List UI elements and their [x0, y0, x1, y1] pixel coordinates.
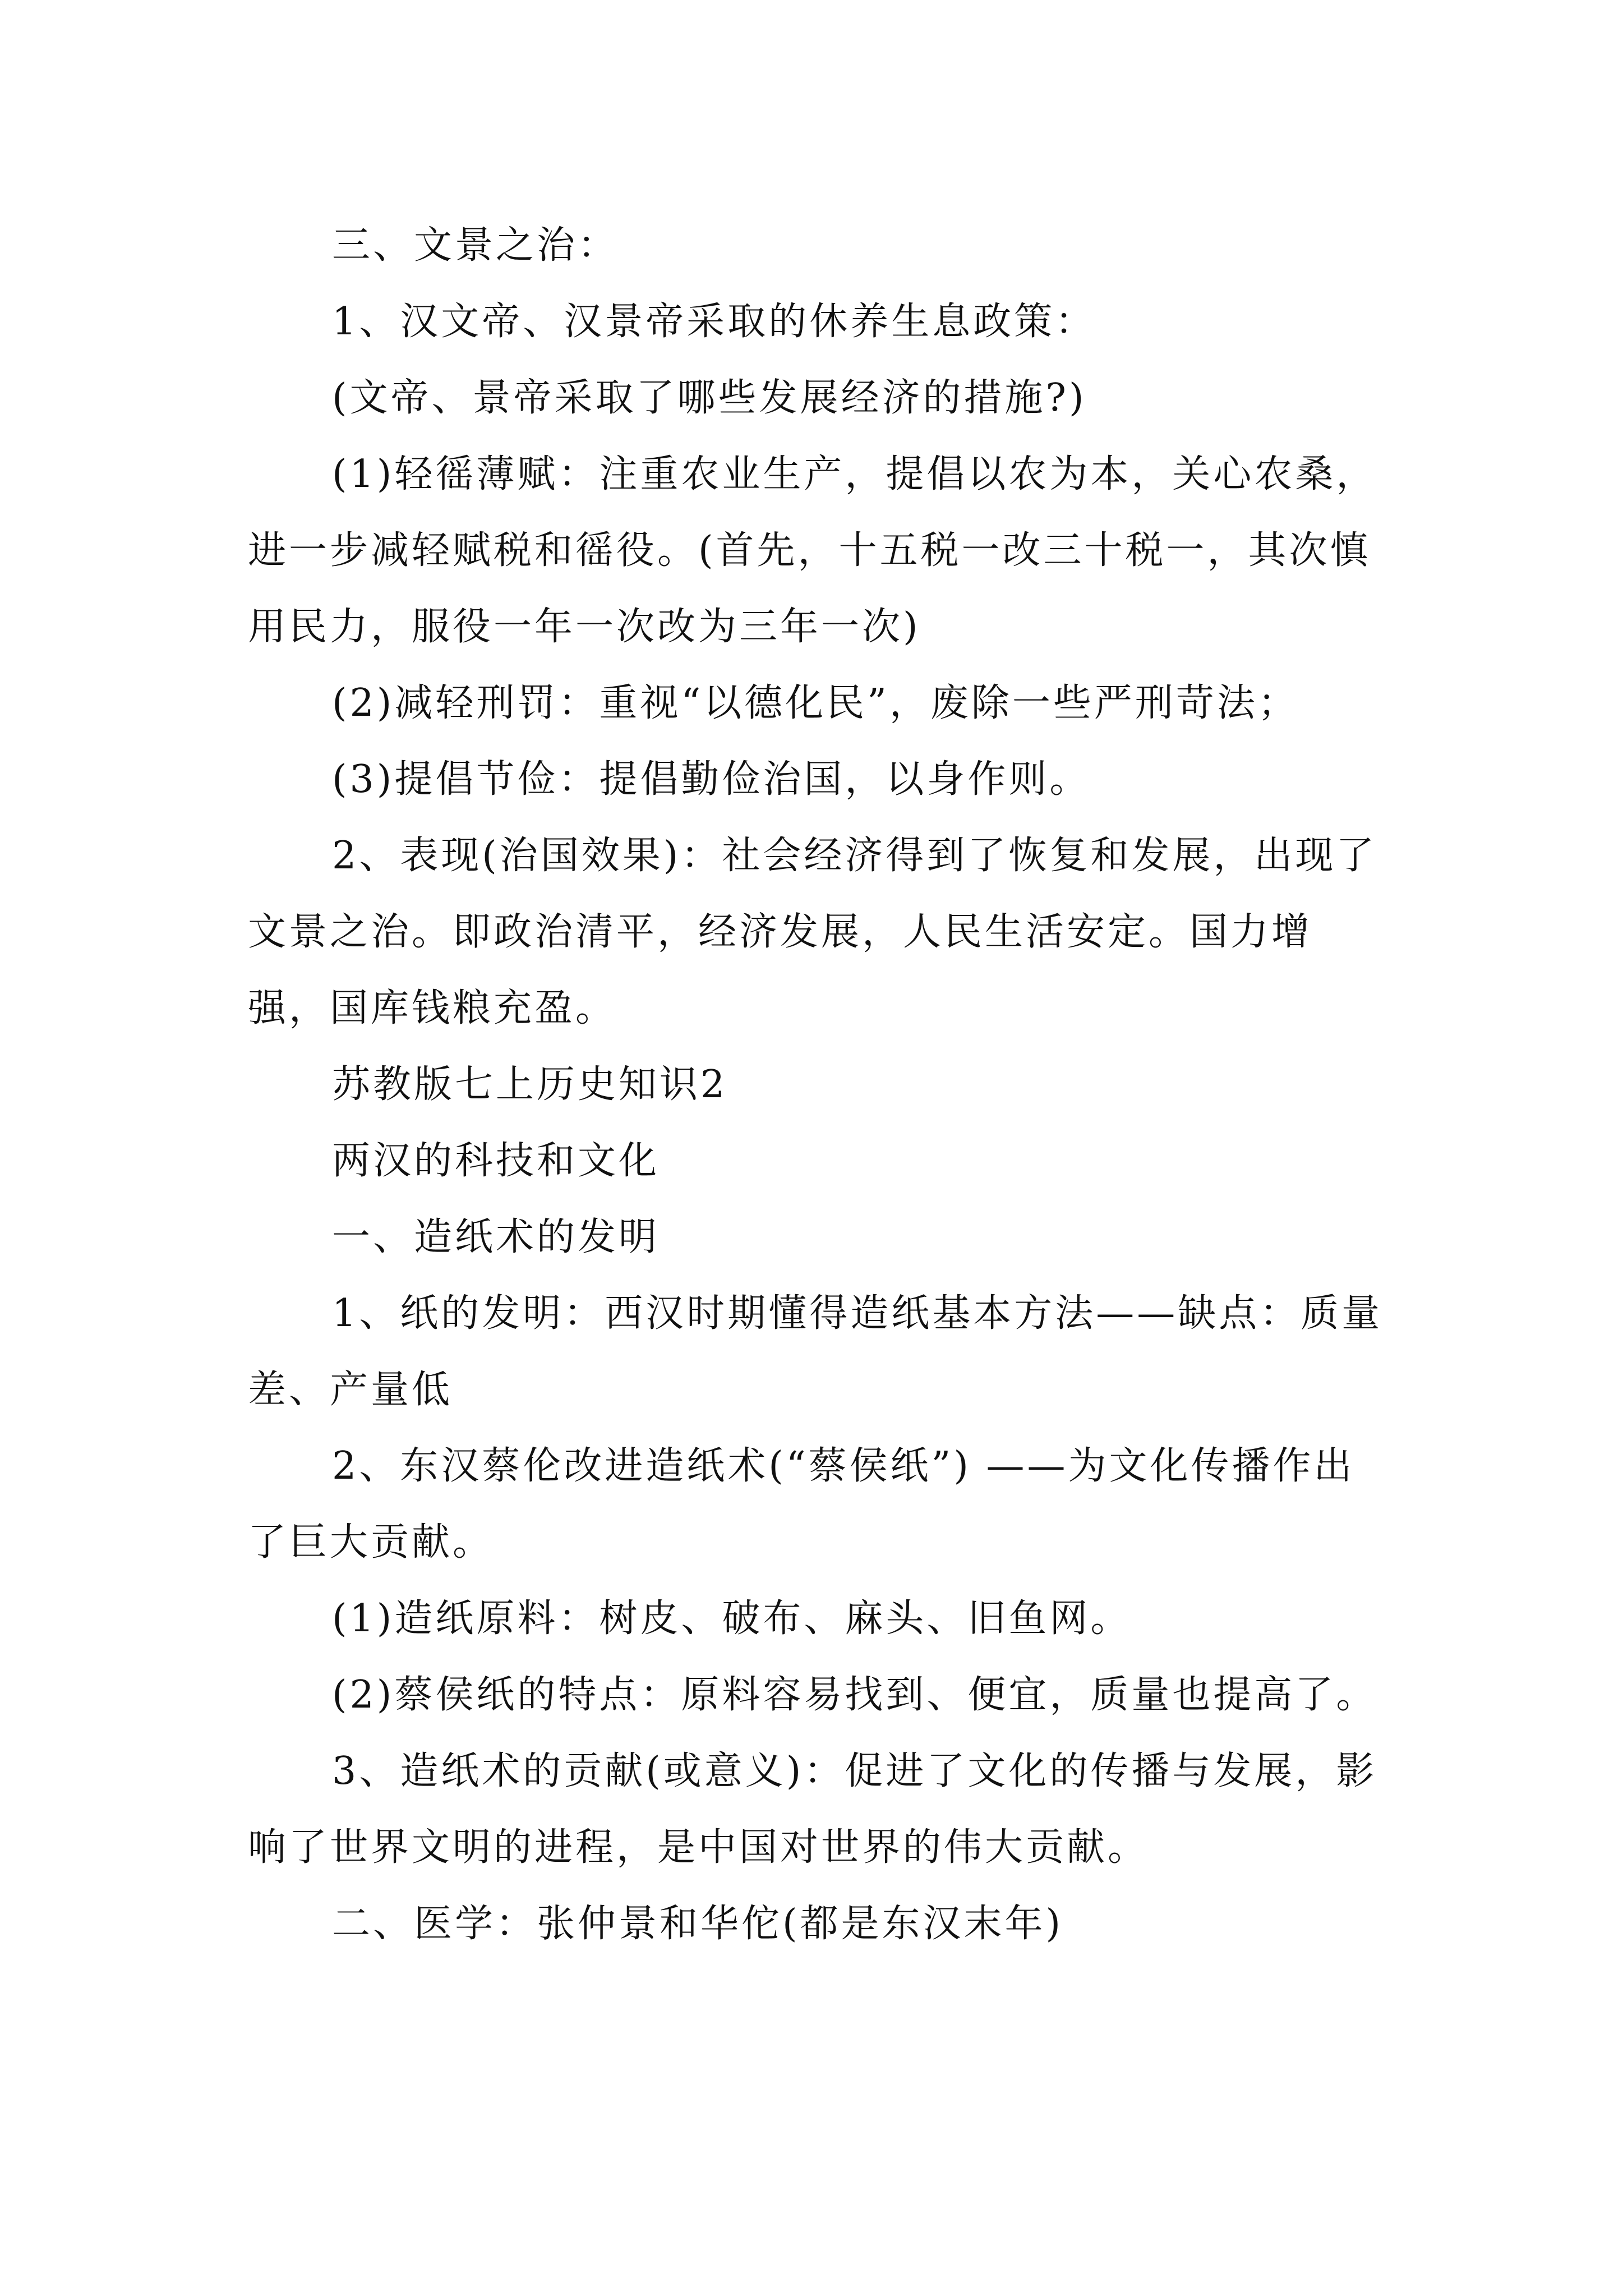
paragraph-frugality: (3)提倡节俭：提倡勤俭治国，以身作则。 — [332, 757, 1091, 802]
section-title-science-culture: 两汉的科技和文化 — [332, 1139, 660, 1183]
paragraph-cai-paper-features: (2)蔡侯纸的特点：原料容易找到、便宜，质量也提高了。 — [332, 1673, 1377, 1717]
document-body — [248, 208, 1386, 1962]
paragraph-cai-lun: 2、东汉蔡伦改进造纸术(“蔡侯纸”) ——为文化传播作出了巨大贡献。 — [248, 1444, 1355, 1565]
paragraph-paper-contribution: 3、造纸术的贡献(或意义)：促进了文化的传播与发展，影响了世界文明的进程，是中国对世界的伟大贡献。 — [248, 1749, 1377, 1870]
paragraph-paper-invention: 1、纸的发明：西汉时期懂得造纸基本方法——缺点：质量差、产量低 — [248, 1291, 1383, 1412]
paragraph-reduce-punishment: (2)减轻刑罚：重视“以德化民”，废除一些严刑苛法； — [332, 681, 1299, 725]
paragraph-light-taxes: (1)轻徭薄赋：注重农业生产，提倡以农为本，关心农桑，进一步减轻赋税和徭役。(首先，十五税一改三十税一，其次慎用民力，服役一年一次改为三年一次) — [248, 452, 1377, 649]
section-heading-medicine: 二、医学：张仲景和华佗(都是东汉末年) — [332, 1902, 1064, 1946]
paragraph-paper-materials: (1)造纸原料：树皮、破布、麻头、旧鱼网。 — [332, 1596, 1132, 1641]
paragraph-policy-heading: 1、汉文帝、汉景帝采取的休养生息政策： — [332, 300, 1096, 344]
section-heading-wenjing: 三、文景之治： — [332, 223, 619, 268]
paragraph-question: (文帝、景帝采取了哪些发展经济的措施?) — [332, 376, 1087, 420]
paragraph-effects: 2、表现(治国效果)：社会经济得到了恢复和发展，出现了文景之治。即政治清平，经济发展，人民生活安定。国力增强，国库钱粮充盈。 — [248, 834, 1377, 1030]
section-title-knowledge-2: 苏教版七上历史知识2 — [332, 1062, 728, 1107]
section-heading-papermaking: 一、造纸术的发明 — [332, 1215, 660, 1259]
